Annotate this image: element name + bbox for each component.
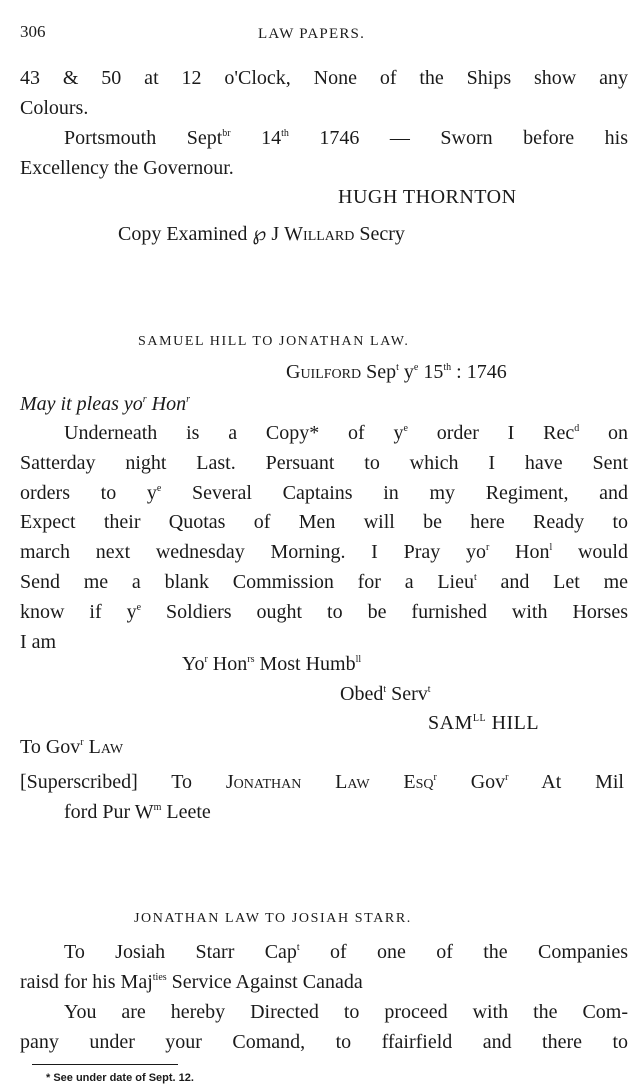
footnote-rule (32, 1064, 178, 1065)
letter-heading: SAMUEL HILL TO JONATHAN LAW. (138, 334, 410, 349)
body-line: Underneath is a Copy* of $y^e$ order I Rec$^d$ on (64, 422, 629, 444)
salutation: May it pleas $yo^r$ Hon$^r$ (20, 393, 191, 415)
closing-line: Yo$^r$ Hon$^{rs}$ Most Humb$^{ll}$ (182, 653, 362, 675)
text-line: 43 & 50 at 12 o'Clock, None of the Ships show any (20, 67, 628, 89)
page-number: 306 (20, 22, 46, 41)
copy-examined-line: Copy Examined ℘ J Willard Secry (118, 223, 405, 245)
text-line: Excellency the Governour. (20, 157, 234, 179)
dateline: Guilford Sep$^t$ $y^e$ 15th : 1746 (286, 361, 507, 383)
body-line: You are hereby Directed to proceed with the Com- (64, 1001, 628, 1023)
body-line: orders to $y^e$ Several Captains in my Regiment, and (20, 482, 628, 504)
running-title: LAW PAPERS. (258, 26, 366, 42)
body-line: march next wednesday Morning. I Pray $yo^r$ Hon$^l$ would (20, 541, 628, 563)
body-line: Satterday night Last. Persuant to which I have Sent (20, 452, 628, 474)
body-line: To Josiah Starr Cap$^t$ of one of the Companies (64, 941, 628, 963)
body-line: know if $y^e$ Soldiers ought to be furnished with Horses (20, 601, 628, 623)
body-line: raisd for his Maj$^{ties}$ Service Against Canada (20, 971, 363, 993)
signature: $SAM^{LL}$ HILL (428, 712, 540, 734)
body-line: pany under your Comand, to ffairfield and there to (20, 1031, 628, 1053)
letter-heading: JONATHAN LAW TO JOSIAH STARR. (134, 911, 412, 926)
signature: HUGH THORNTON (338, 186, 517, 208)
body-line: Expect their Quotas of Men will be here Ready to (20, 511, 628, 533)
text-line: Colours. (20, 97, 89, 119)
body-line: I am (20, 631, 57, 653)
closing-line: Obed$^t$ Serv$^t$ (340, 683, 431, 705)
text-line: Portsmouth Sept$^{br}$ 14th 1746 — Sworn before his (64, 127, 629, 149)
footnote: * See under date of Sept. 12. (46, 1072, 194, 1084)
body-line: Send me a blank Commission for a Lieu$^t$ and Let me (20, 571, 628, 593)
superscribed-line: [Superscribed] To Jonathan Law Esq$^r$ Gov$^r$ At Mil (20, 771, 624, 793)
addressee-line: To Gov$^r$ Law (20, 736, 124, 758)
superscribed-line: ford Pur $W^m$ Leete (64, 801, 211, 823)
